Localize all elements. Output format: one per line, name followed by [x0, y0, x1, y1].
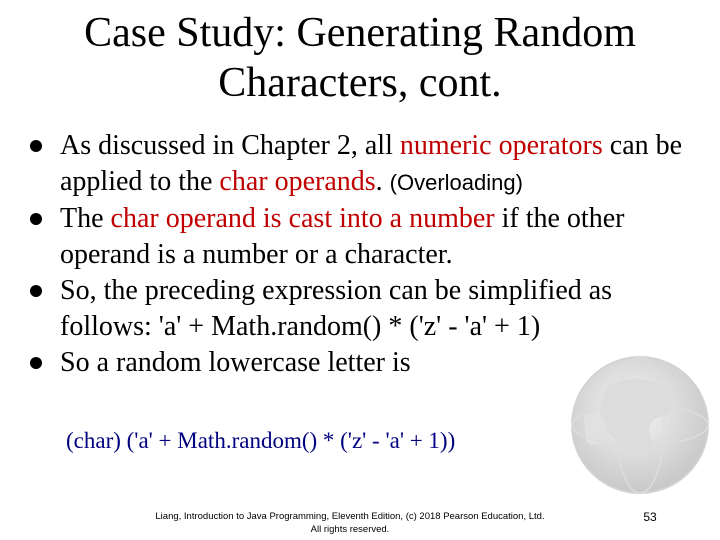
bullet-dot-icon — [30, 285, 42, 297]
bullet-text: As discussed in Chapter 2, all — [60, 130, 400, 161]
bullet-item — [30, 273, 710, 345]
title-line-1: Case Study: Generating Random — [84, 10, 636, 56]
bullet-text: So a random lowercase letter is — [60, 347, 411, 378]
highlight-text: numeric operators — [399, 130, 603, 161]
bullet-text: The — [60, 203, 111, 234]
footer-line-1: Liang, Introduction to Java Programming, Eleventh Edition, (c) 2018 Pearson Education, Ltd. — [155, 511, 545, 522]
bullet-text: can be applied to the — [60, 130, 683, 197]
title-line-2: Characters, cont. — [218, 60, 502, 106]
footer-line-2: All rights reserved. — [310, 524, 390, 535]
page-number: 53 — [643, 510, 657, 524]
note-text: (Overloading) — [389, 170, 523, 195]
bullet-item — [30, 201, 710, 273]
bullet-dot-icon — [30, 140, 42, 152]
bullet-text: . — [375, 166, 390, 197]
footer — [140, 510, 560, 536]
highlight-text: char operand is cast into a number — [110, 203, 495, 234]
bullet-text: So, the preceding expression can be simplified as follows: 'a' + Math.random() * ('z' - 'a' + 1) — [60, 275, 613, 342]
bullet-dot-icon — [30, 213, 42, 225]
bullet-item — [30, 128, 710, 201]
highlight-text: char operands — [219, 166, 376, 197]
slide-title — [0, 8, 720, 108]
bullet-list — [30, 128, 710, 381]
expression-code: (char) ('a' + Math.random() * ('z' - 'a' + 1)) — [66, 428, 456, 453]
bullet-dot-icon — [30, 357, 42, 369]
bullet-item — [30, 345, 710, 381]
bullet-text: if the other operand is a number or a character. — [60, 203, 625, 270]
